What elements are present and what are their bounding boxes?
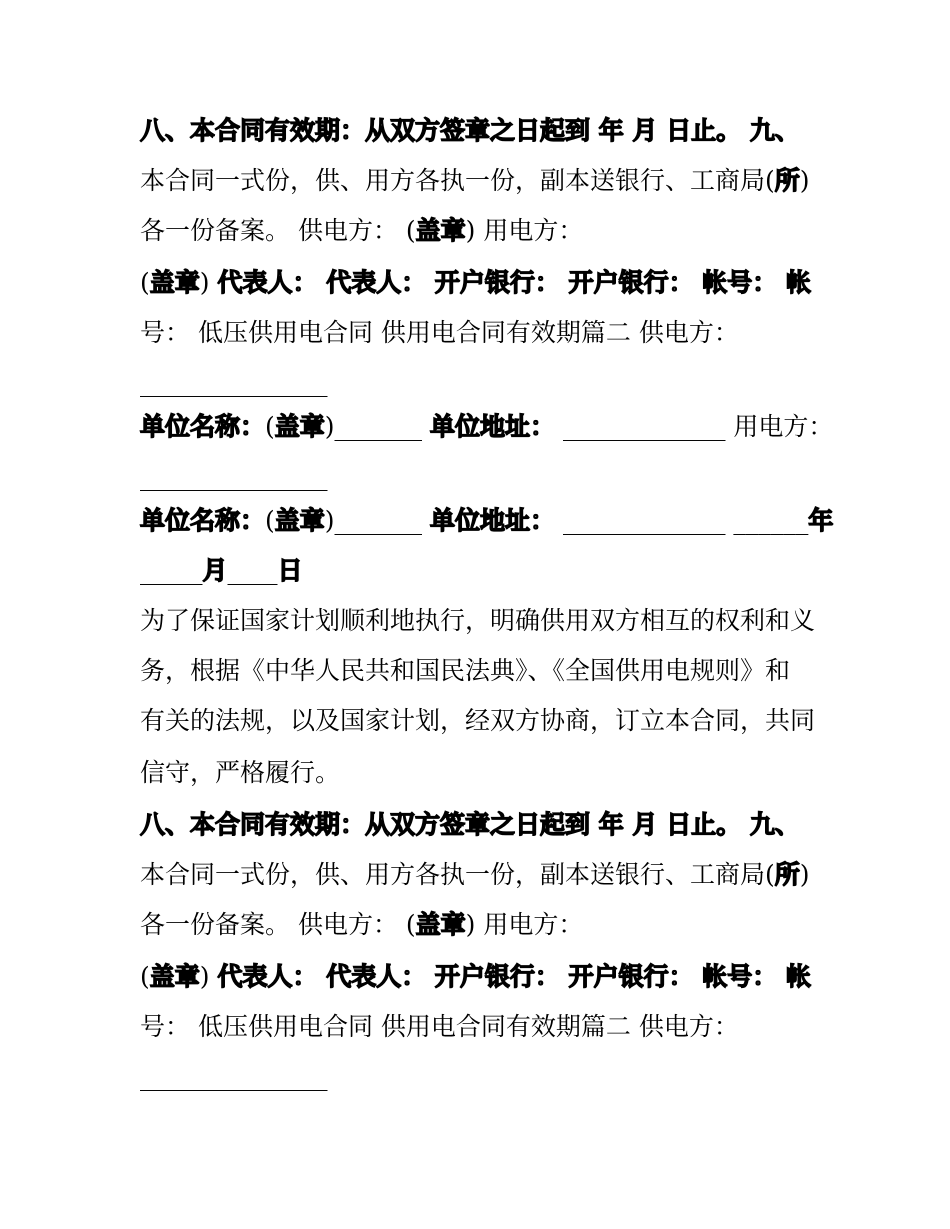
text-segment: 单位名称：: [140, 506, 266, 535]
text-segment: (: [140, 268, 150, 297]
text-segment: 本合同一式份，供、用方各执一份，副本送银行、工商局(: [140, 860, 775, 889]
text-segment: 本合同一式份，供、用方各执一份，副本送银行、工商局(: [140, 166, 775, 195]
text-line: [140, 1012, 820, 1042]
text-line: [140, 462, 820, 492]
text-segment: 盖章: [274, 412, 325, 441]
text-segment: 八、本合同有效期：从双方签章之日起到 年 月 日止。 九、: [140, 810, 800, 839]
text-segment: _______________: [140, 462, 328, 491]
text-segment: ): [799, 166, 810, 195]
text-segment: 单位名称：: [140, 412, 266, 441]
text-line: [140, 860, 820, 890]
text-segment: (: [265, 412, 275, 441]
text-segment: 所: [774, 166, 800, 195]
text-segment: 代表人： 代表人： 开户银行： 开户银行： 帐号： 帐: [217, 268, 812, 297]
text-segment: _______________: [140, 368, 328, 397]
text-segment: )_______: [324, 412, 430, 441]
text-segment: )_______: [324, 506, 430, 535]
text-segment: 所: [774, 860, 800, 889]
text-segment: 号： 低压供用电合同 供用电合同有效期篇二 供电方：: [140, 318, 739, 347]
text-segment: 为了保证国家计划顺利地执行，明确供用双方相互的权利和义: [140, 606, 816, 635]
text-line: [140, 318, 820, 348]
text-line: [140, 656, 820, 686]
text-segment: 务，根据《中华人民共和国民法典》、《全国供用电规则》和: [140, 656, 791, 685]
text-segment: 盖章: [415, 910, 466, 939]
text-segment: 代表人： 代表人： 开户银行： 开户银行： 帐号： 帐: [217, 962, 812, 991]
text-line: [140, 706, 820, 736]
text-segment: 盖章: [415, 216, 466, 245]
text-line: [140, 810, 820, 840]
text-segment: ) 用电方：: [465, 910, 584, 939]
text-line: [140, 116, 820, 146]
text-segment: (: [140, 962, 150, 991]
text-line: [140, 216, 820, 246]
text-line: [140, 368, 820, 398]
text-segment: ): [799, 860, 810, 889]
text-segment: 月: [202, 556, 228, 585]
text-segment: 有关的法规，以及国家计划，经双方协商，订立本合同，共同: [140, 706, 816, 735]
text-segment: 盖章: [149, 962, 200, 991]
text-line: [140, 758, 820, 788]
text-line: [140, 268, 820, 298]
text-line: [140, 556, 820, 586]
text-segment: 单位地址：: [430, 506, 556, 535]
text-segment: 盖章: [149, 268, 200, 297]
text-segment: 盖章: [274, 506, 325, 535]
text-segment: 单位地址：: [430, 412, 556, 441]
text-line: [140, 962, 820, 992]
text-segment: 各一份备案。 供电方： (: [140, 910, 416, 939]
text-line: [140, 506, 834, 536]
text-segment: 年: [808, 506, 834, 535]
text-line: [140, 910, 820, 940]
text-segment: ____: [227, 556, 278, 585]
text-segment: ) 用电方：: [465, 216, 584, 245]
text-line: [140, 166, 820, 196]
text-line: [140, 1062, 820, 1092]
text-line: [140, 606, 820, 636]
text-segment: 信守，严格履行。: [140, 758, 341, 787]
text-segment: 各一份备案。 供电方： (: [140, 216, 416, 245]
text-segment: (: [265, 506, 275, 535]
text-segment: _____: [140, 556, 203, 585]
text-segment: ): [199, 268, 218, 297]
text-line: [140, 412, 834, 442]
text-segment: _______________: [140, 1062, 328, 1091]
text-segment: _____________ ______: [555, 506, 809, 535]
text-segment: ): [199, 962, 218, 991]
text-segment: 日: [277, 556, 303, 585]
text-segment: 八、本合同有效期：从双方签章之日起到 年 月 日止。 九、: [140, 116, 800, 145]
text-segment: 号： 低压供用电合同 供用电合同有效期篇二 供电方：: [140, 1012, 739, 1041]
text-segment: _____________ 用电方：: [555, 412, 834, 441]
